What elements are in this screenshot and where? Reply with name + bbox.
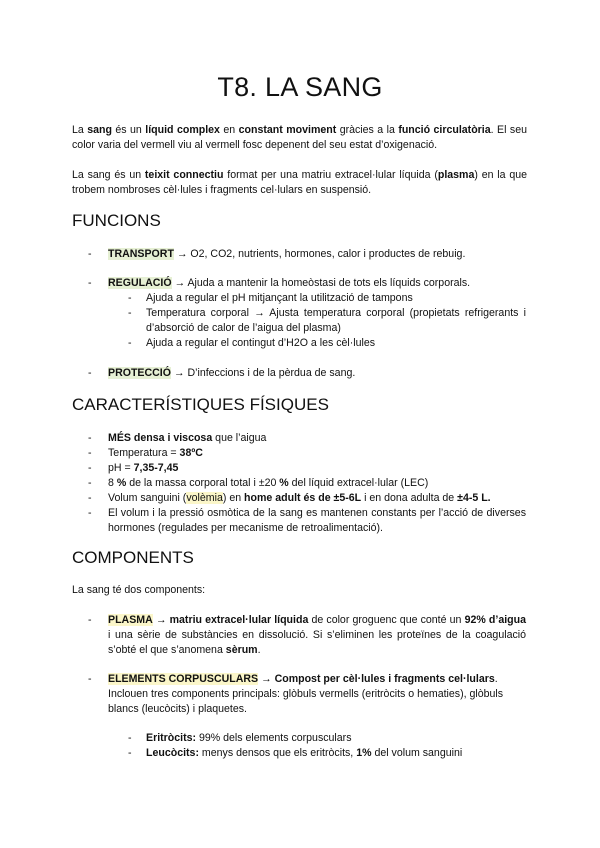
bold-run: teixit connectiu — [144, 169, 224, 181]
bold-run: sèrum — [225, 644, 258, 656]
intro-paragraph-2 — [72, 168, 527, 198]
bold-run: % — [116, 477, 127, 489]
bullet-dash: - — [128, 732, 132, 744]
bold-run: sang — [87, 124, 112, 136]
text-run: gràcies a la — [336, 124, 399, 136]
bold-run: Compost per cèl·lules i fragments cel·lulars — [274, 673, 495, 685]
bold-run: ±4-5 L. — [457, 492, 491, 504]
text-run: menys densos que els eritròcits, — [198, 747, 357, 759]
transport-text: → O2, CO2, nutrients, hormones, calor i productes de rebuig. — [173, 248, 466, 260]
bullet-dash: - — [88, 277, 92, 289]
text-run: Volum sanguini ( — [108, 492, 187, 504]
bold-run: constant moviment — [238, 124, 337, 136]
page-title: T8. LA SANG — [217, 72, 383, 102]
sub-item-text: Temperatura corporal → Ajusta temperatura corporal (propietats refrigerants i d’absorció de calor de l’aigua del plasma) — [146, 307, 526, 334]
bold-run: Leucòcits: — [146, 747, 199, 759]
text-run: en — [219, 124, 239, 136]
text-run: i una sèrie de substàncies en dissolució. Si s’eliminen les proteïnes de la coagulació s’obté el que s’anomena — [108, 629, 526, 656]
transport-label: TRANSPORT — [108, 248, 174, 260]
text-run: → — [152, 614, 170, 626]
text-run: . Inclouen tres components principals: glòbuls vermells (eritròcits o hematies), glòbuls blancs (leucòcits) i plaquetes. — [108, 673, 504, 715]
bullet-dash: - — [128, 337, 132, 349]
text-run: ) en — [222, 492, 245, 504]
text-run: de la massa corporal total i ±20 — [126, 477, 280, 489]
text-run: Temperatura = — [108, 447, 180, 459]
components-intro: La sang té dos components: — [72, 584, 206, 596]
text-run: format per una matriu extracel·lular líquida ( — [223, 169, 438, 181]
proteccio-label: PROTECCIÓ — [108, 367, 171, 379]
text-run: 99% dels elements corpusculars — [196, 732, 352, 744]
bold-run: 38ºC — [179, 447, 203, 459]
bold-run: plasma — [437, 169, 475, 181]
proteccio-text: → D’infeccions i de la pèrdua de sang. — [170, 367, 356, 379]
bullet-dash: - — [88, 248, 92, 260]
text-run: El volum i la pressió osmòtica de la sang es mantenen constants per l’acció de diverses hormones (regulades per mecanisme de retroalimentació). — [108, 507, 526, 534]
elements-label: ELEMENTS CORPUSCULARS — [108, 673, 259, 685]
text-run: i en dona adulta de — [361, 492, 458, 504]
bold-run: 1% — [356, 747, 372, 759]
text-run: del volum sanguini — [371, 747, 463, 759]
text-run: ) en la que trobem nombroses cèl·lules i fragments cel·lulars en suspensió. — [72, 169, 527, 196]
text-run: La — [72, 124, 88, 136]
bullet-dash: - — [88, 447, 92, 459]
text-run: del líquid extracel·lular (LEC) — [288, 477, 429, 489]
bold-run: MÉS densa i viscosa — [108, 432, 213, 444]
section-heading-funcions: FUNCIONS — [72, 211, 161, 230]
bold-run: líquid complex — [145, 124, 220, 136]
arrow-run: → — [258, 673, 275, 685]
text-run: de color groguenc que conté un — [308, 614, 465, 626]
plasma-label: PLASMA — [108, 614, 153, 626]
bold-run: funció circulatòria — [398, 124, 491, 136]
text-run: . — [257, 644, 261, 656]
bullet-dash: - — [88, 432, 92, 444]
bold-run: home adult és de ±5-6L — [244, 492, 362, 504]
regulacio-label: REGULACIÓ — [108, 277, 172, 289]
sub-item-text: Ajuda a regular el contingut d’H2O a les cèl·lules — [146, 337, 376, 349]
bullet-dash: - — [88, 367, 92, 379]
text-run: 8 — [108, 477, 117, 489]
bullet-dash: - — [128, 292, 132, 304]
bullet-dash: - — [128, 747, 132, 759]
regulacio-text: → Ajuda a mantenir la homeòstasi de tots els líquids corporals. — [171, 277, 471, 289]
bullet-dash: - — [128, 307, 132, 319]
intro-paragraph-1 — [72, 123, 527, 153]
bold-run: 7,35-7,45 — [133, 462, 179, 474]
bullet-dash: - — [88, 673, 92, 685]
bold-run: matriu extracel·lular líquida — [169, 614, 309, 626]
section-heading-caracteristiques: CARACTERÍSTIQUES FÍSIQUES — [72, 395, 329, 414]
sub-item-text: Ajuda a regular el pH mitjançant la utilització de tampons — [146, 292, 413, 304]
bullet-dash: - — [88, 477, 92, 489]
highlight-volemia: volèmia — [186, 492, 223, 504]
bullet-dash: - — [88, 462, 92, 474]
bold-run: % — [279, 477, 289, 489]
text-run: que l’aigua — [212, 432, 267, 444]
bullet-dash: - — [88, 614, 92, 626]
text-run: La sang és un — [72, 169, 145, 181]
bold-run: Eritròcits: — [146, 732, 197, 744]
bullet-dash: - — [88, 492, 92, 504]
text-run: . El seu color varia del vermell viu al vermell fosc depenent del seu estat d’oxigenació. — [72, 124, 527, 151]
text-run: és un — [111, 124, 146, 136]
bullet-dash: - — [88, 507, 92, 519]
text-run: pH = — [108, 462, 134, 474]
bold-run: 92% d’aigua — [464, 614, 526, 626]
section-heading-components: COMPONENTS — [72, 548, 194, 567]
